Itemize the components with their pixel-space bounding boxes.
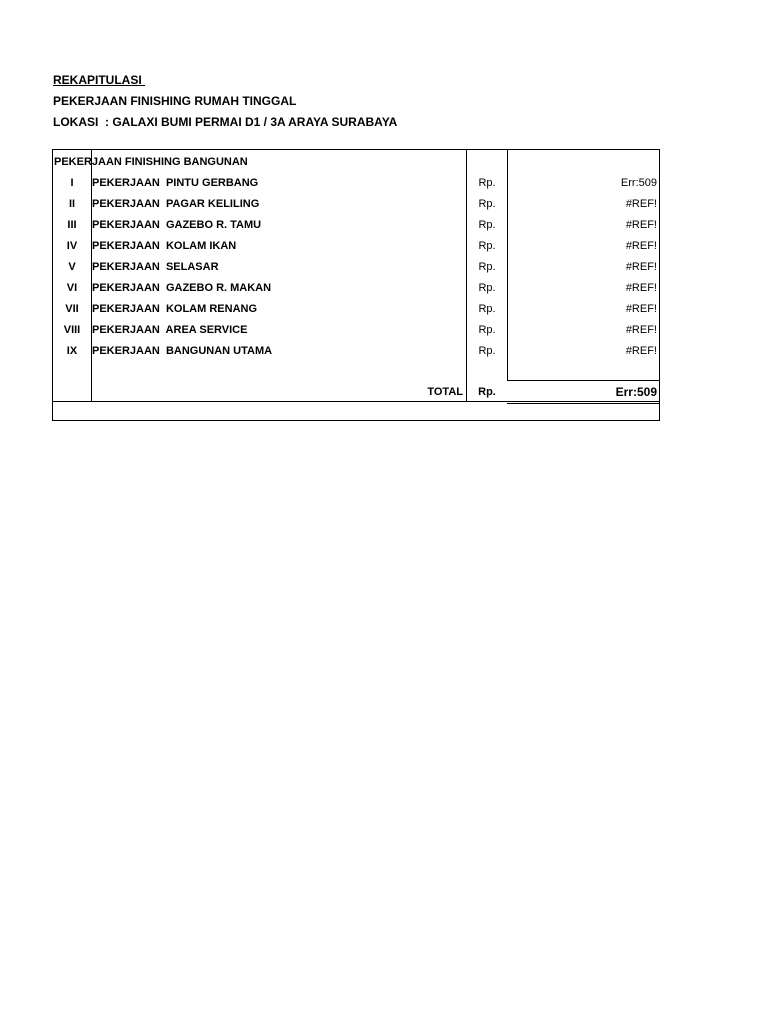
total-double-underline: [507, 403, 659, 404]
table-row: [53, 299, 659, 320]
row-currency: Rp.: [478, 198, 496, 210]
total-top-border: [507, 380, 659, 381]
row-description: PEKERJAAN BANGUNAN UTAMA: [92, 345, 273, 357]
row-currency: Rp.: [478, 261, 496, 273]
row-value: #REF!: [625, 345, 657, 357]
row-description: PEKERJAAN KOLAM RENANG: [92, 303, 258, 315]
document-title: REKAPITULASI: [53, 73, 146, 87]
document-subtitle: PEKERJAAN FINISHING RUMAH TINGGAL: [53, 94, 297, 108]
row-currency: Rp.: [478, 282, 496, 294]
row-value: #REF!: [625, 198, 657, 210]
row-description: PEKERJAAN KOLAM IKAN: [92, 240, 237, 252]
row-description: PEKERJAAN GAZEBO R. TAMU: [92, 219, 262, 231]
row-currency: Rp.: [478, 240, 496, 252]
document-header: [53, 70, 397, 133]
row-value: #REF!: [625, 282, 657, 294]
row-value: Err:509: [620, 177, 657, 189]
row-value: #REF!: [625, 261, 657, 273]
table-row: [53, 320, 659, 341]
row-number: VI: [66, 282, 78, 294]
row-description: PEKERJAAN PINTU GERBANG: [92, 177, 259, 189]
section-title: PEKERJAAN FINISHING BANGUNAN: [54, 156, 248, 168]
row-description: PEKERJAAN SELASAR: [92, 261, 219, 273]
row-number: III: [67, 219, 77, 231]
total-label: TOTAL: [427, 386, 463, 398]
row-number: II: [68, 198, 76, 210]
row-currency: Rp.: [478, 345, 496, 357]
row-currency: Rp.: [478, 324, 496, 336]
total-row: [53, 382, 659, 403]
row-number: IX: [66, 345, 78, 357]
row-value: #REF!: [625, 303, 657, 315]
row-currency: Rp.: [478, 177, 496, 189]
row-number: IV: [66, 240, 78, 252]
table-row: [53, 341, 659, 362]
row-number: VIII: [63, 324, 81, 336]
row-description: PEKERJAAN GAZEBO R. MAKAN: [92, 282, 272, 294]
row-number: I: [70, 177, 74, 189]
recap-table: [52, 149, 660, 421]
row-value: #REF!: [625, 240, 657, 252]
table-row: [53, 278, 659, 299]
row-description: PEKERJAAN PAGAR KELILING: [92, 198, 260, 210]
row-value: #REF!: [625, 324, 657, 336]
row-description: PEKERJAAN AREA SERVICE: [92, 324, 248, 336]
table-row: [53, 236, 659, 257]
row-number: VII: [65, 303, 79, 315]
row-value: #REF!: [625, 219, 657, 231]
table-row: [53, 194, 659, 215]
total-currency: Rp.: [478, 386, 496, 398]
row-number: V: [68, 261, 76, 273]
row-currency: Rp.: [478, 303, 496, 315]
table-row: [53, 173, 659, 194]
table-row: [53, 257, 659, 278]
total-value: Err:509: [615, 385, 657, 399]
table-row: [53, 215, 659, 236]
row-currency: Rp.: [478, 219, 496, 231]
document-location: LOKASI : GALAXI BUMI PERMAI D1 / 3A ARAYA SURABAYA: [53, 115, 398, 129]
